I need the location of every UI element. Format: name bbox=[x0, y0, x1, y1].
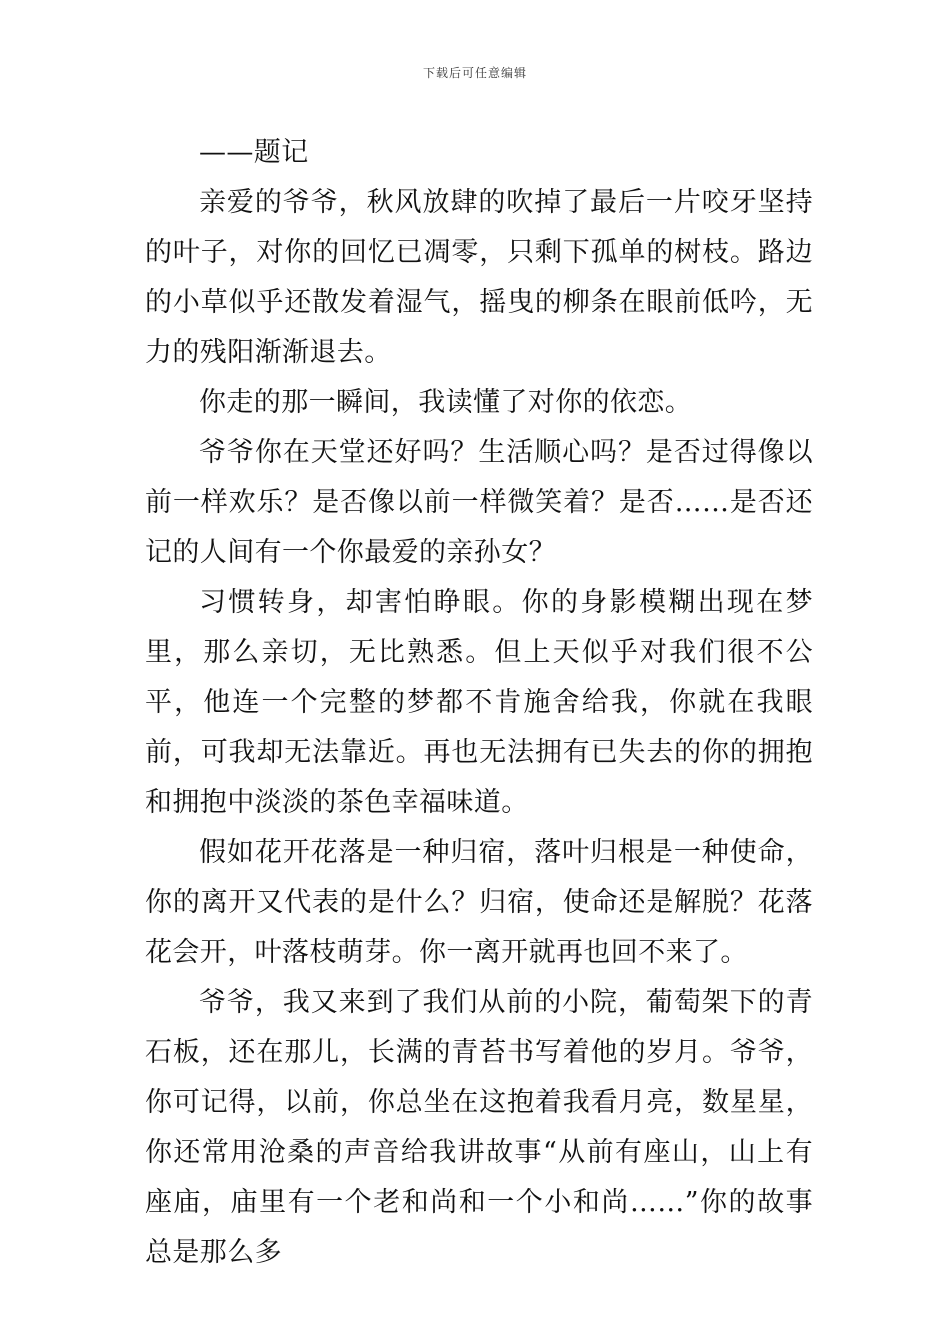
document-body bbox=[145, 128, 813, 1278]
epigraph-line: ——题记 bbox=[199, 137, 309, 168]
paragraph: 假如花开花落是一种归宿，落叶归根是一种使命，你的离开又代表的是什么？归宿，使命还是解脱？花落花会开，叶落枝萌芽。你一离开就再也回不来了。 bbox=[145, 837, 813, 968]
paragraph: 爷爷，我又来到了我们从前的小院，葡萄架下的青石板，还在那儿，长满的青苔书写着他的岁月。爷爷，你可记得，以前，你总坐在这抱着我看月亮，数星星，你还常用沧桑的声音给我讲故事“从前有座山，山上有座庙，庙里有一个老和尚和一个小和尚……”你的故事总是那么多 bbox=[145, 987, 813, 1268]
page-header-note: 下载后可任意编辑 bbox=[422, 66, 527, 80]
paragraph: 爷爷你在天堂还好吗？生活顺心吗？是否过得像以前一样欢乐？是否像以前一样微笑着？是否……是否还记的人间有一个你最爱的亲孙女？ bbox=[145, 437, 813, 568]
paragraph: 你走的那一瞬间，我读懂了对你的依恋。 bbox=[199, 387, 693, 418]
paragraph: 习惯转身，却害怕睁眼。你的身影模糊出现在梦里，那么亲切，无比熟悉。但上天似乎对我们很不公平，他连一个完整的梦都不肯施舍给我，你就在我眼前，可我却无法靠近。再也无法拥有已失去的你的拥抱和拥抱中淡淡的茶色幸福味道。 bbox=[145, 587, 813, 818]
paragraph: 亲爱的爷爷，秋风放肆的吹掉了最后一片咬牙坚持的叶子，对你的回忆已凋零，只剩下孤单的树枝。路边的小草似乎还散发着湿气，摇曳的柳条在眼前低吟，无力的残阳渐渐退去。 bbox=[145, 187, 813, 368]
